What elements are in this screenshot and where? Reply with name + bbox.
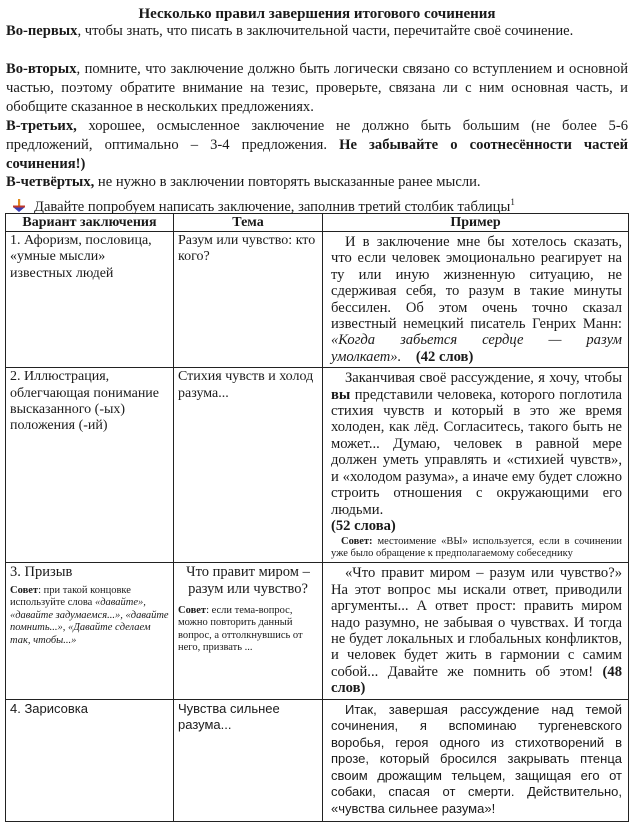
header-topic: Тема — [174, 214, 323, 232]
rule-text: , помните, что заключение должно быть логически связано со вступлением и основной частью, поэтому обратите внимание на тезис, проверьте, связана ли с ним основная часть, и обобщите сказанное в нескольких предложениях. — [6, 61, 628, 115]
rule-lead: В-третьих, — [6, 118, 77, 134]
word-count: (52 слова) — [331, 517, 396, 534]
rule-text: , чтобы знать, что писать в заключительной части, перечитайте своё сочинение. — [77, 23, 574, 39]
tip-text: местоимение «ВЫ» используется, если в сочинении уже было обращение к предполагаемому собеседнику — [331, 536, 622, 560]
table-row — [6, 232, 629, 368]
rule-third — [6, 117, 628, 174]
example-text: представили человека, которого поглотила стихия чувств и который в это же время холоден, как лёд. Согласитесь, такого быть не может... Думаю, человек в равной мере должен уметь управлять и «стихией чувств», и «холодом разума», а иначе ему будет сложно строить отношения с окружающими его людьми. — [331, 386, 622, 518]
rule-first — [6, 22, 628, 41]
call-to-action-text: Давайте попробуем написать заключение, заполнив третий столбик таблицы — [34, 198, 511, 215]
rule-lead: В-четвёртых, — [6, 174, 95, 190]
rule-fourth — [6, 173, 628, 192]
tip — [10, 585, 169, 648]
tip-text: : если тема-вопрос, можно повторить данный вопрос, а оттолкнувшись от него, призвать ... — [178, 604, 303, 654]
variant-cell — [6, 563, 174, 699]
conclusion-table — [5, 213, 629, 822]
topic-cell: Стихия чувств и холод разума... — [174, 368, 323, 563]
topic-cell: Чувства сильнее разума... — [174, 699, 323, 821]
rule-lead: Во-первых — [6, 23, 78, 39]
tip-text: : при такой концовке используйте слова — [10, 584, 131, 609]
rule-text: не нужно в заключении повторять высказанные ранее мысли. — [94, 174, 481, 190]
tip — [178, 605, 318, 655]
table-row — [6, 699, 629, 821]
variant-cell: 4. Зарисовка — [6, 699, 174, 821]
topic-cell: Разум или чувство: кто кого? — [174, 232, 323, 368]
table-row — [6, 563, 629, 699]
header-variant: Вариант заключения — [6, 214, 174, 232]
tip-label: Совет: — [341, 536, 373, 548]
example-cell: Итак, завершая рассуждение над темой сочинения, я вспоминаю тургеневского воробья, героя одного из стихотворений в прозе, который бросился закрывать птенца своим дрожащим тельцем, защищая его от собаки, спасая от смерти. Действительно, «чувства сильнее разума»! — [323, 699, 629, 821]
page-title: Несколько правил завершения итогового сочинения — [138, 6, 496, 22]
rule-second — [6, 60, 628, 117]
tip-label: Совет — [178, 604, 207, 616]
variant-cell: 2. Иллюстрация, облегчающая понимание высказанного (-ых) положения (-ий) — [6, 368, 174, 563]
header-example: Пример — [323, 214, 629, 232]
example-text: И в заключение мне бы хотелось сказать, что если человек эмоционально реагирует на ту или иную жизненную ситуацию, не сдерживая себя, то разум в такие минуты бессилен. Об этом очень точно сказал известный немецкий писатель Генрих Манн: — [331, 234, 622, 333]
table-header-row — [6, 214, 629, 232]
rule-lead: Во-вторых — [6, 61, 77, 77]
example-cell — [323, 232, 629, 368]
footnote-marker[interactable]: 1 — [510, 197, 515, 207]
example-cell — [323, 563, 629, 699]
variant-label: 3. Призыв — [10, 564, 73, 581]
example-emphasis: вы — [331, 386, 351, 403]
variant-cell: 1. Афоризм, пословица, «умные мысли» известных людей — [6, 232, 174, 368]
topic-cell — [174, 563, 323, 699]
word-count: (48 слов) — [331, 663, 622, 697]
example-text: Заканчивая своё рассуждение, я хочу, чтобы — [345, 370, 622, 387]
tip — [331, 536, 622, 560]
example-cell — [323, 368, 629, 563]
pushpin-icon — [12, 199, 26, 213]
tip-examples: «давайте», «давайте задумаемся...», «давайте помнить...», «Давайте сделаем так, чтобы...» — [10, 597, 169, 646]
example-text: «Что правит миром – разум или чувство?» На этот вопрос мы искали ответ, приводили аргументы... А ответ прост: править миром надо разумно, не забывая о чувствах. И тогда не будет локальных и глобальных конфликтов, и человек будет жить в гармонии с самим собой... Давайте же помнить об этом! — [331, 565, 622, 680]
tip-label: Совет — [10, 584, 39, 596]
rule-text: хорошее, осмысленное заключение не должно быть большим (не более 5-6 предложений, оптимально – 3-4 предложения. — [6, 118, 628, 153]
example-quote: «Когда забьется сердце — разум умолкает». — [331, 332, 622, 365]
rule-emphasis: Не забывайте о соотнесённости частей сочинения!) — [6, 137, 628, 172]
topic-label: Что правит миром – разум или чувство? — [186, 564, 310, 597]
word-count: (42 слов) — [415, 348, 474, 365]
table-row — [6, 368, 629, 563]
